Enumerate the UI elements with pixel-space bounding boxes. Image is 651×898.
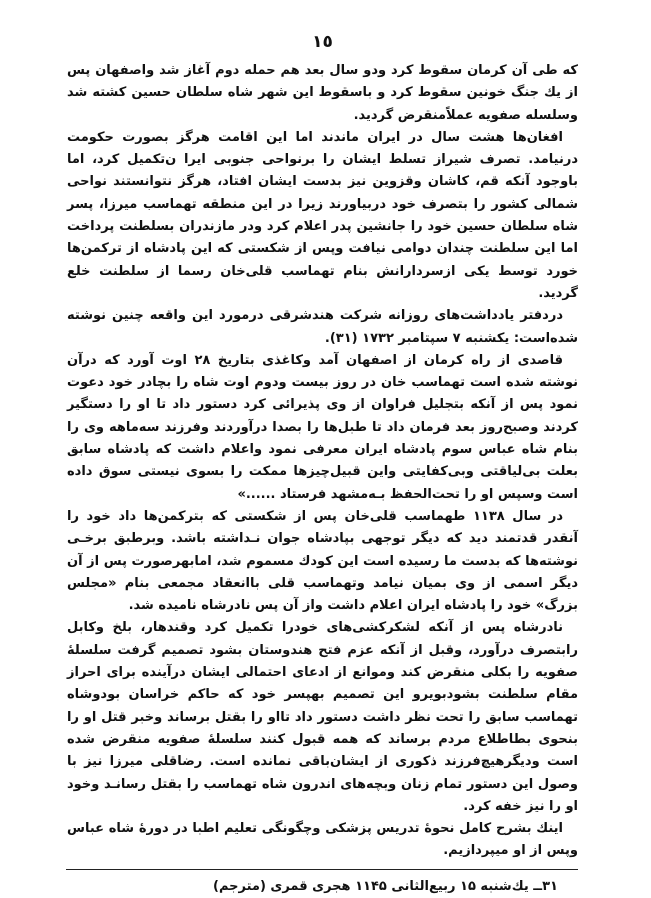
paragraph-6: نادرشاه پس از آنکه لشکرکشی‌های خودرا تکمیل کرد وقندهار، بلخ وکابل رابتصرف درآورد، وقبل از آنکه عزم فتح هندوستان بشود تصمیم گرفت سلسلهٔ صفویه را بکلی منقرض کند وموانع از ادعای احتمالی ایشان درآینده برای احراز مقام سلطنت بشودبویرو این تصمیم بهپسر خود که حاکم خراسان بودوشاه تهماسب سابق را تحت نظر داشت دستور داد تااو را بقتل برساند وخبر قتل او را بنحوی بطاطلاع مردم برساند که همه قبول کنند سلسلهٔ صفویه منقرض شده است ودیگرهیچ‌فرزند ذکوری از ایشان‌باقی نمانده است. رضاقلی میرزا نیز با وصول این دستور تمام زنان وبچه‌های اندرون شاه تهماسب را بقتل رسانـد وخود او را نیز خفه کرد. xyxy=(67,620,578,814)
footnote: ۳۱ــ یك‌شنبه ۱۵ ربیع‌الثانی ۱۱۴۵ هجری قمری (مترجم) xyxy=(213,878,558,894)
paragraph-3: دردفتر یادداشت‌های روزانه شرکت هندشرقی درمورد این واقعه چنین نوشته شده‌است: یکشنبه ۷ سپتامبر ۱۷۳۲ (۳۱). xyxy=(67,308,578,346)
footnote-divider xyxy=(66,869,578,870)
paragraph-7: اینك بشرح کامل نحوهٔ تدریس پزشکی وچگونگی تعلیم اطبا در دورهٔ شاه عباس وپس از او میپردازیم. xyxy=(67,821,578,859)
paragraph-2: افغان‌ها هشت سال در ایران ماندند اما این اقامت هرگز بصورت حکومت درنیامد. تصرف شیراز تسلط ایشان را برنواحی جنوبی ایرا ن‌تکمیل کرد، اما باوجود آنکه قم، کاشان وقزوین نیز بدست ایشان افتاد، هرگز نتوانستند نواحی شمالی کشور را بتصرف خود دربیاورند زیرا در این منطقه تهماسب میرزا، پسر شاه سلطان حسین خود را جانشین پدر اعلام کرد ودر مازندران بسلطنت پرداخت اما این سلطنت چندان دوامی نیافت وپس از شکستی که این پادشاه از ترکمن‌ها خورد توسط یکی ازسردارانش بنام تهماسب قلی‌خان رسما از سلطنت خلع گردید. xyxy=(67,129,578,301)
page-number: ١٥ xyxy=(312,32,333,52)
paragraph-1: که طی آن کرمان سقوط کرد ودو سال بعد هم حمله دوم آغاز شد واصفهان پس از یك جنگ خونین سقوط کرد و باسقوط این شهر شاه سلطان حسین کشته شد وسلسله صفویه عملاًمنقرض گردید. xyxy=(67,63,578,123)
paragraph-5: در سال ۱۱۳۸ طهماسب قلی‌خان پس از شکستی که بترکمن‌ها داد خود را آنقدر قدتمند دید که دیگر توجهی بپادشاه جوان نـداشته باشد. وبرطبق برخـی نوشته‌ها که بدست ما رسیده است این کودك مسموم شد، امابهرصورت پس از آن دیگر اسمی از وی بمیان نیامد وتهماسب قلی باانعقاد مجمعی بنام «مجلس بزرگ» خود را پادشاه ایران اعلام داشت واز آن پس نادرشاه نامیده شد. xyxy=(67,508,578,614)
paragraph-4: قاصدی از راه کرمان از اصفهان آمد وکاغذی بتاریخ ۲۸ اوت آورد که درآن نوشته شده است تهماسب خان در روز بیست ودوم اوت شاه را بچادر خود دعوت نمود پس از آنکه بتجلیل فراوان از وی پذیرائی کرد دستور داد تا او را دستگیر کردند وصبح‌روز بعد فرمان داد تا طبل‌ها را بصدا درآوردند وفرزند سه‌ماهه وی را بنام شاه عباس سوم پادشاه ایران معرفی نمود واعلام داشت که پادشاه سابق بعلت بی‌لیاقتی وبی‌کفایتی واین قبیل‌چیزها ممکت را بسوی نیستی سوق داده است وسپس او را تحت‌الحفظ بـه‌مشهد فرستاد ......» xyxy=(67,352,578,502)
